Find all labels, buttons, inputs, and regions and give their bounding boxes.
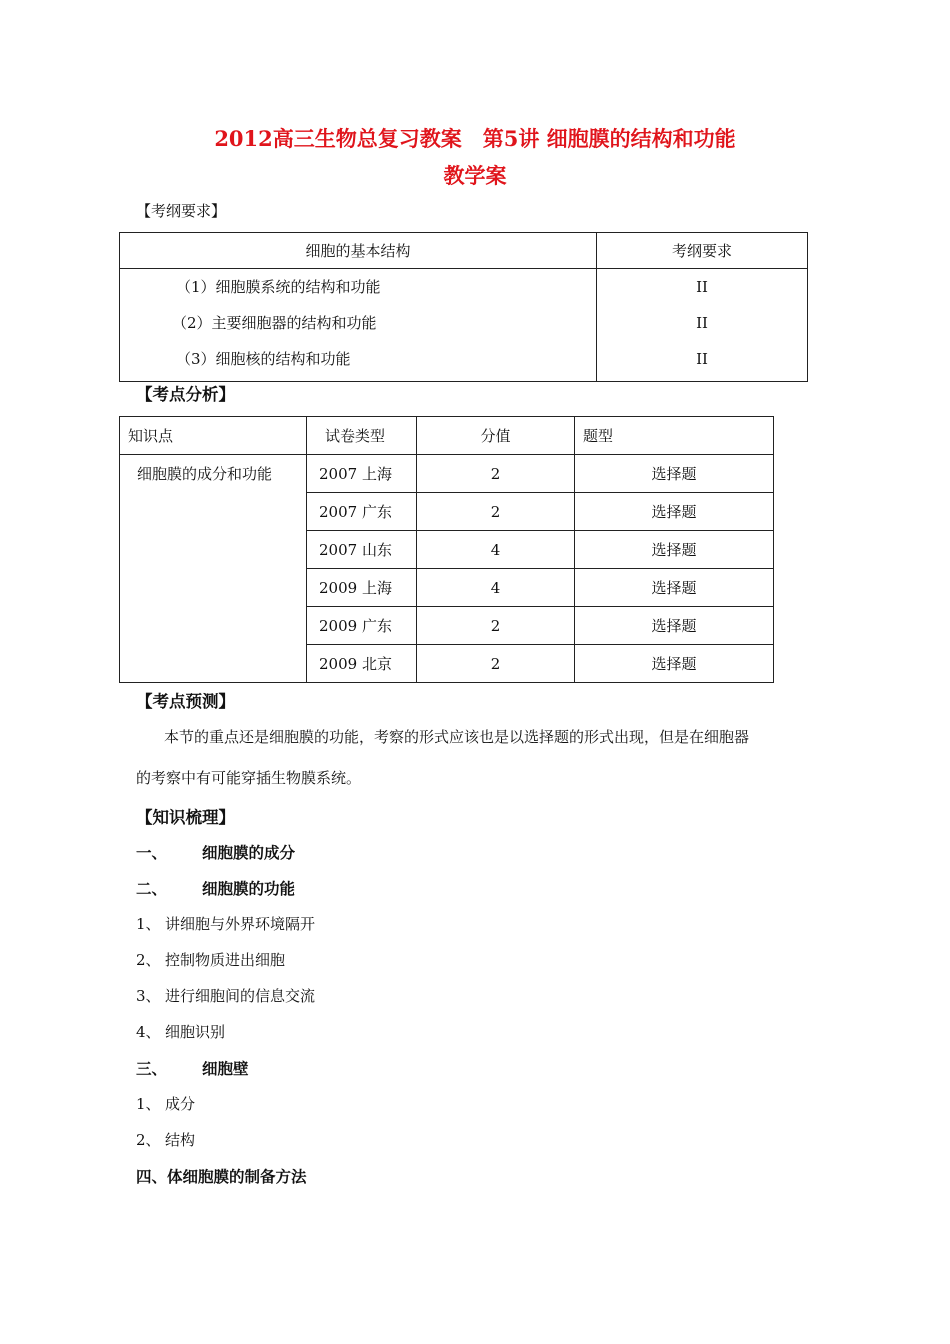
outline-section-2 bbox=[136, 877, 295, 899]
requirements-table bbox=[119, 232, 808, 382]
section-title: 细胞壁 bbox=[202, 1059, 249, 1078]
table-header-row bbox=[120, 233, 808, 269]
header-cell-type: 题型 bbox=[575, 417, 774, 455]
header-cell-score: 分值 bbox=[417, 417, 575, 455]
paper-cell: 2009 北京 bbox=[307, 645, 417, 683]
section-heading-analysis: 【考点分析】 bbox=[136, 385, 235, 404]
requirement-level: II bbox=[696, 350, 708, 368]
item-text: 细胞识别 bbox=[165, 1023, 226, 1041]
list-item bbox=[136, 913, 315, 934]
header-cell-knowledge: 知识点 bbox=[120, 417, 307, 455]
document-title: 2012高三生物总复习教案 第5讲 细胞膜的结构和功能 bbox=[214, 126, 736, 151]
list-item bbox=[136, 1021, 225, 1042]
item-number: 1、 bbox=[136, 1095, 161, 1113]
score-cell: 2 bbox=[417, 455, 575, 493]
item-number: 3、 bbox=[136, 987, 161, 1005]
section-number: 二、 bbox=[136, 879, 168, 898]
list-item bbox=[136, 1093, 195, 1114]
item-text: 成分 bbox=[165, 1095, 196, 1113]
score-cell: 2 bbox=[417, 493, 575, 531]
type-cell: 选择题 bbox=[575, 645, 774, 683]
item-text: 进行细胞间的信息交流 bbox=[165, 987, 316, 1005]
requirement-level: II bbox=[696, 314, 708, 332]
item-text: 结构 bbox=[165, 1131, 196, 1149]
item-number: 2、 bbox=[136, 951, 161, 969]
type-cell: 选择题 bbox=[575, 569, 774, 607]
header-cell-requirement: 考纲要求 bbox=[597, 233, 808, 269]
paper-cell: 2009 上海 bbox=[307, 569, 417, 607]
list-item bbox=[136, 949, 285, 970]
score-cell: 2 bbox=[417, 607, 575, 645]
list-item bbox=[136, 1129, 195, 1150]
paper-cell: 2009 广东 bbox=[307, 607, 417, 645]
paper-cell: 2007 上海 bbox=[307, 455, 417, 493]
header-cell-paper: 试卷类型 bbox=[307, 417, 417, 455]
paper-cell: 2007 山东 bbox=[307, 531, 417, 569]
list-item: （3）细胞核的结构和功能 bbox=[176, 350, 351, 368]
type-cell: 选择题 bbox=[575, 531, 774, 569]
score-cell: 2 bbox=[417, 645, 575, 683]
table-row bbox=[120, 455, 774, 493]
section-number: 一、 bbox=[136, 843, 168, 862]
item-text: 控制物质进出细胞 bbox=[165, 951, 286, 969]
item-text: 讲细胞与外界环境隔开 bbox=[165, 915, 316, 933]
type-cell: 选择题 bbox=[575, 493, 774, 531]
structure-items-cell bbox=[120, 269, 597, 382]
section-heading-knowledge: 【知识梳理】 bbox=[136, 808, 235, 827]
prediction-paragraph-line-2: 的考察中有可能穿插生物膜系统。 bbox=[136, 769, 362, 787]
table-header-row bbox=[120, 417, 774, 455]
outline-section-4: 四、体细胞膜的制备方法 bbox=[136, 1167, 307, 1186]
list-item: （2）主要细胞器的结构和功能 bbox=[172, 314, 377, 332]
prediction-paragraph-line-1: 本节的重点还是细胞膜的功能，考察的形式应该也是以选择题的形式出现，但是在细胞器 bbox=[164, 728, 750, 746]
item-number: 1、 bbox=[136, 915, 161, 933]
section-number: 三、 bbox=[136, 1059, 168, 1078]
document-subtitle: 教学案 bbox=[443, 163, 507, 188]
table-body-row bbox=[120, 269, 808, 382]
list-item: （1）细胞膜系统的结构和功能 bbox=[176, 278, 381, 296]
item-number: 4、 bbox=[136, 1023, 161, 1041]
score-cell: 4 bbox=[417, 569, 575, 607]
outline-section-1 bbox=[136, 841, 295, 863]
score-cell: 4 bbox=[417, 531, 575, 569]
section-heading-prediction: 【考点预测】 bbox=[136, 692, 235, 711]
requirement-level: II bbox=[696, 278, 708, 296]
requirement-levels-cell bbox=[597, 269, 808, 382]
item-number: 2、 bbox=[136, 1131, 161, 1149]
outline-section-3 bbox=[136, 1057, 249, 1079]
type-cell: 选择题 bbox=[575, 455, 774, 493]
header-cell-structure: 细胞的基本结构 bbox=[120, 233, 597, 269]
list-item bbox=[136, 985, 315, 1006]
section-heading-requirements: 【考纲要求】 bbox=[136, 202, 227, 220]
section-title: 细胞膜的功能 bbox=[202, 879, 296, 898]
section-title: 细胞膜的成分 bbox=[202, 843, 296, 862]
knowledge-point-cell: 细胞膜的成分和功能 bbox=[120, 455, 307, 683]
paper-cell: 2007 广东 bbox=[307, 493, 417, 531]
type-cell: 选择题 bbox=[575, 607, 774, 645]
analysis-table bbox=[119, 416, 774, 683]
